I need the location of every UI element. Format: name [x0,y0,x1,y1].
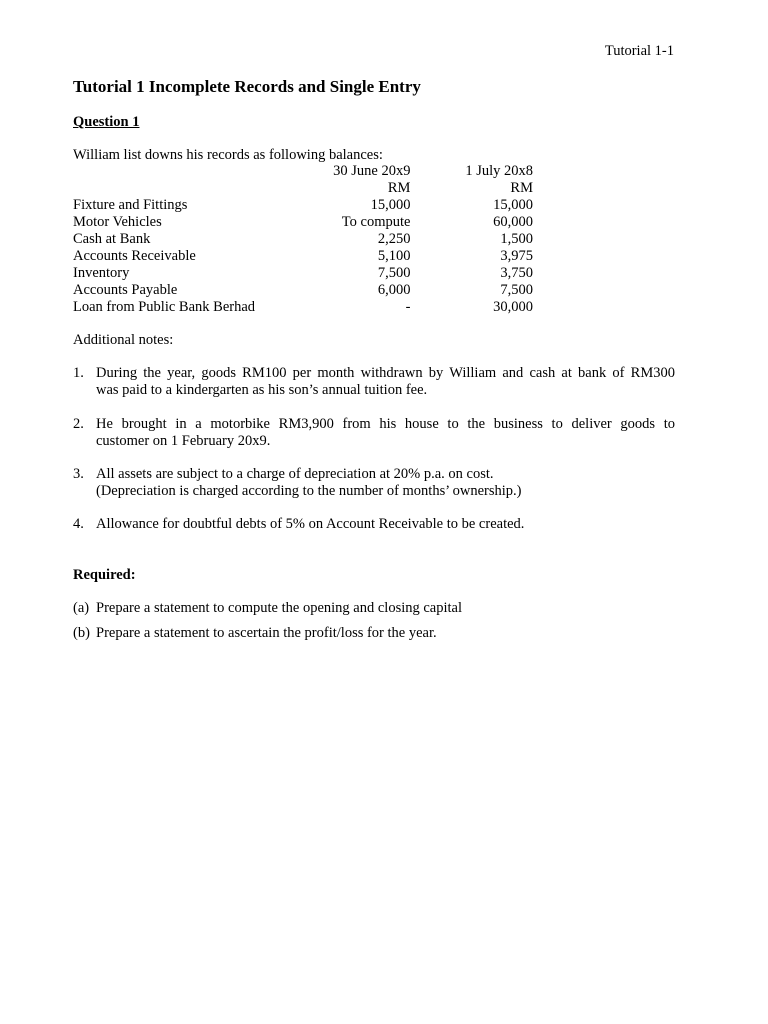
row-item: Loan from Public Bank Berhad [73,299,256,315]
row-value-jul-20x8: 3,750 [500,265,533,281]
row-value-jul-20x8: 30,000 [493,299,533,315]
note-number: 1. [73,365,84,381]
table-row [73,248,533,265]
balances-table [73,163,533,316]
row-item: Cash at Bank [73,231,151,247]
row-item: Inventory [73,265,130,281]
note-line: customer on 1 February 20x9. [96,433,271,449]
note-line: He brought in a motorbike RM3,900 from his house to the business to deliver goods to [96,416,675,432]
required-heading: Required: [73,567,136,583]
page-label: Tutorial 1-1 [604,43,674,59]
row-item: Accounts Receivable [73,248,196,264]
required-number: (b) [73,625,90,641]
row-value-jul-20x8: 3,975 [500,248,533,264]
column-header-jul-20x8: 1 July 20x8 [465,163,533,179]
row-item: Fixture and Fittings [73,197,188,213]
row-item: Motor Vehicles [73,214,162,230]
balances-header-row [73,163,533,180]
row-item: Accounts Payable [73,282,178,298]
table-row [73,197,533,214]
row-value-jun-20x9: 5,100 [377,248,411,264]
required-list [73,600,675,650]
row-value-jun-20x9: 2,250 [377,231,411,247]
document-title: Tutorial 1 Incomplete Records and Single Entry [73,77,421,96]
note-item [73,466,675,500]
required-text: Prepare a statement to ascertain the profit/loss for the year. [96,625,437,641]
unit-jul-20x8: RM [510,180,533,196]
unit-jun-20x9: RM [387,180,411,196]
question-label: Question 1 [73,114,140,130]
row-value-jun-20x9: 7,500 [377,265,411,281]
table-row [73,214,533,231]
table-row [73,265,533,282]
table-row [73,231,533,248]
additional-notes-list [73,365,675,533]
note-item [73,416,675,450]
column-header-jun-20x9: 30 June 20x9 [333,163,411,179]
note-number: 4. [73,516,84,532]
column-header-item [73,163,314,180]
required-item [73,625,675,642]
table-row [73,299,533,316]
balances-units-row [73,180,533,197]
unit-item [73,180,314,197]
table-row [73,282,533,299]
row-value-jun-20x9: 6,000 [377,282,411,298]
required-number: (a) [73,600,90,616]
required-item [73,600,675,617]
additional-notes-heading: Additional notes: [73,332,174,348]
note-number: 3. [73,466,84,482]
row-value-jun-20x9: - [405,299,411,315]
row-value-jul-20x8: 60,000 [493,214,533,230]
row-value-jul-20x8: 15,000 [493,197,533,213]
note-line: During the year, goods RM100 per month withdrawn by William and cash at bank of RM300 [96,365,675,381]
note-line: (Depreciation is charged according to the number of months’ ownership.) [96,483,522,499]
row-value-jul-20x8: 1,500 [500,231,533,247]
note-number: 2. [73,416,84,432]
note-item [73,365,675,399]
note-item [73,516,675,533]
intro-text: William list downs his records as following balances: [73,147,383,163]
row-value-jun-20x9: To compute [341,214,411,230]
required-text: Prepare a statement to compute the opening and closing capital [96,600,463,616]
row-value-jul-20x8: 7,500 [500,282,533,298]
row-value-jun-20x9: 15,000 [370,197,411,213]
note-line: Allowance for doubtful debts of 5% on Account Receivable to be created. [96,516,525,532]
note-line: was paid to a kindergarten as his son’s annual tuition fee. [96,382,428,398]
note-line: All assets are subject to a charge of depreciation at 20% p.a. on cost. [96,466,494,482]
